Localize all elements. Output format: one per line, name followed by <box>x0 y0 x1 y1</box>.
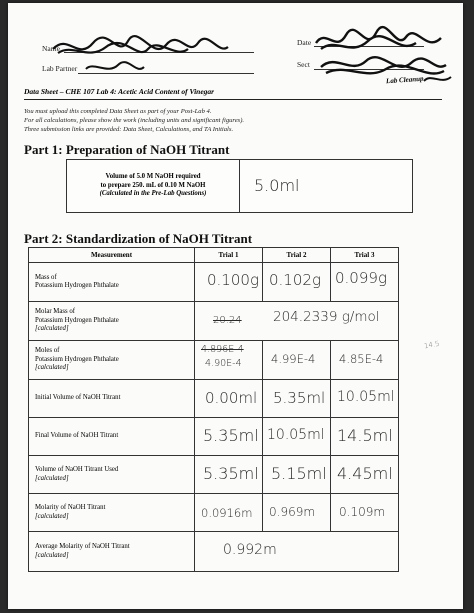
molar-mass-value: 204.2339 g/mol <box>273 309 380 325</box>
table-row <box>29 263 399 302</box>
measurement-label: Final Volume of NaOH Titrant <box>29 418 195 456</box>
margin-note: 14.5 <box>423 339 441 351</box>
date-label: Date <box>297 38 312 47</box>
measurement-label: Molarity of NaOH Titrant [calculated] <box>29 494 195 532</box>
average-molarity-value: 0.992m <box>223 542 277 558</box>
trial-2-value: 10.05ml <box>263 418 331 456</box>
trial-2-value: 4.99E-4 <box>263 341 331 380</box>
trial-3-value: 4.85E-4 <box>331 341 399 380</box>
redaction-scribble-date <box>306 23 463 93</box>
trial-3-value: 4.45ml <box>331 456 399 494</box>
molar-mass-merged-value <box>195 302 399 341</box>
question-line: Volume of 5.0 M NaOH required <box>105 173 201 181</box>
average-molarity-merged-value <box>195 532 399 572</box>
table-row <box>29 418 399 456</box>
trial-1-value: 0.100g <box>195 263 263 302</box>
lab-partner-label: Lab Partner <box>42 64 78 73</box>
trial-1-value: 0.0916m <box>195 494 263 532</box>
data-sheet-page <box>8 3 463 609</box>
trial-3-value: 10.05ml <box>331 380 399 418</box>
trial-2-value: 5.15ml <box>263 456 331 494</box>
sheet-title: Data Sheet – CHE 107 Lab 4: Acetic Acid Content of Vinegar <box>24 87 215 96</box>
question-line: to prepare 250. mL of 0.10 M NaOH <box>100 181 206 189</box>
measurement-label: Volume of NaOH Titrant Used [calculated] <box>29 456 195 494</box>
instructions-block <box>24 107 244 134</box>
table-row <box>29 532 399 572</box>
measurement-label: Initial Volume of NaOH Titrant <box>29 380 195 418</box>
part1-box <box>66 159 413 213</box>
instruction-line: Three submission links are provided: Data Sheet, Calculations, and TA Initials. <box>24 126 234 133</box>
table-row <box>29 494 399 532</box>
header-trial-3: Trial 3 <box>331 248 399 263</box>
trial-1-value: 5.35ml <box>195 418 263 456</box>
measurement-label: Moles of Potassium Hydrogen Phthalate [calculated] <box>29 341 195 380</box>
corner-note: Lab Cleanup <box>385 74 424 86</box>
trial-3-value: 0.109m <box>331 494 399 532</box>
trial-3-value: 0.099g <box>331 263 399 302</box>
measurement-label: Average Molarity of NaOH Titrant [calculated] <box>29 532 195 572</box>
title-divider <box>24 99 442 100</box>
question-note: (Calculated in the Pre-Lab Questions) <box>99 190 207 198</box>
redaction-scribble-name <box>48 31 248 81</box>
part1-question <box>67 160 240 212</box>
trial-2-value: 0.102g <box>263 263 331 302</box>
table-row <box>29 380 399 418</box>
header-measurement: Measurement <box>29 248 195 263</box>
part1-answer: 5.0ml <box>254 176 300 195</box>
table-row <box>29 341 399 380</box>
trial-1-value: 4.896E-4 4.90E-4 <box>195 341 263 380</box>
instruction-line: For all calculations, please show the work (including units and significant figures). <box>24 117 245 124</box>
measurement-label: Mass of Potassium Hydrogen Phthalate <box>29 263 195 302</box>
trial-1-value: 5.35ml <box>195 456 263 494</box>
part1-title: Part 1: Preparation of NaOH Titrant <box>24 142 230 157</box>
table-row <box>29 456 399 494</box>
trial-2-value: 5.35ml <box>263 380 331 418</box>
measurement-label: Molar Mass of Potassium Hydrogen Phthalate [calculated] <box>29 302 195 341</box>
table-row <box>29 302 399 341</box>
header-trial-2: Trial 2 <box>263 248 331 263</box>
name-label: Name <box>42 44 60 53</box>
part2-title: Part 2: Standardization of NaOH Titrant <box>24 231 253 246</box>
standardization-table <box>28 247 399 572</box>
section-label: Sect <box>297 60 310 69</box>
instruction-line: You must upload this completed Data Sheet as part of your Post-Lab 4. <box>24 108 212 115</box>
trial-3-value: 14.5ml <box>331 418 399 456</box>
struck-value: 20.24 <box>213 315 242 326</box>
trial-1-value: 0.00ml <box>195 380 263 418</box>
trial-2-value: 0.969m <box>263 494 331 532</box>
header-trial-1: Trial 1 <box>195 248 263 263</box>
